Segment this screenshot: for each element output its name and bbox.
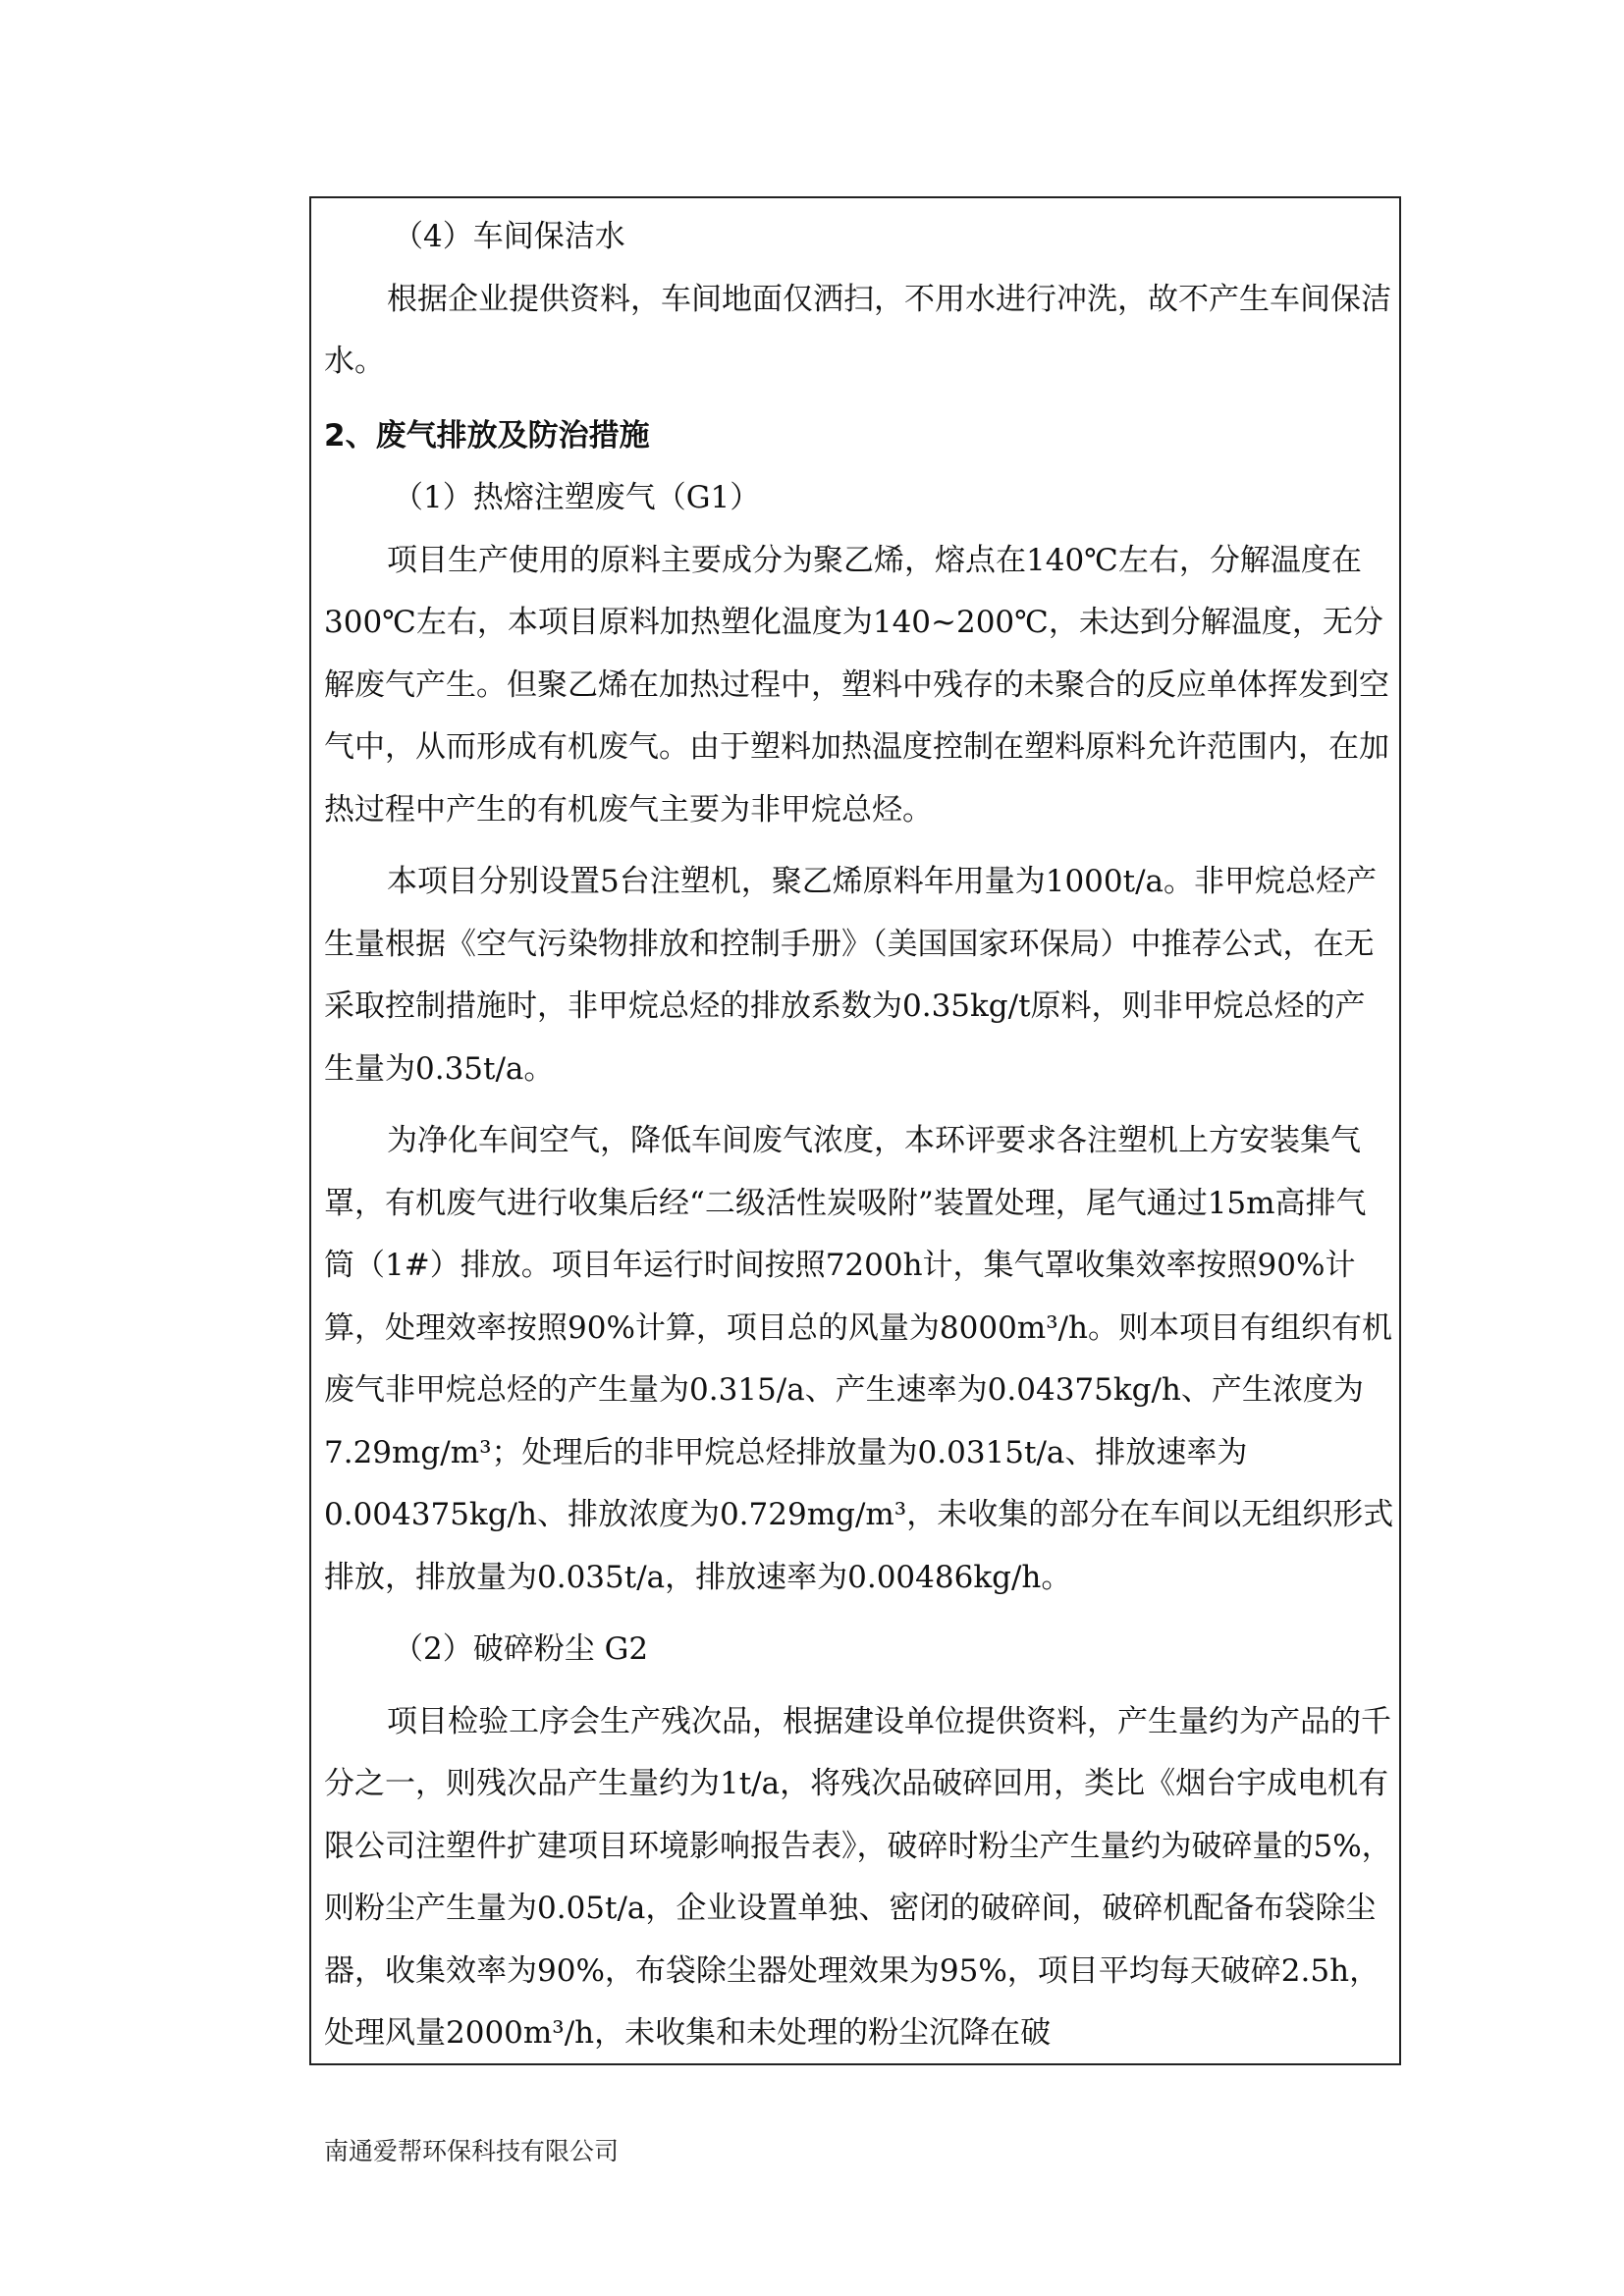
section-heading: 2、废气排放及防治措施 — [324, 417, 650, 454]
paragraph-g2-1: 项目检验工序会生产残次品，根据建设单位提供资料，产生量约为产品的千分之一，则残次品产生量约为1t/a，将残次品破碎回用，类比《烟台宇成电机有限公司注塑件扩建项目环境影响报告表》，破碎时粉尘产生量约为破碎量的5%，则粉尘产生量为0.05t/a，企业设置单独、密闭的破碎间，破碎机配备布袋除尘器，收集效率为90%，布袋除尘器处理效果为95%，项目平均每天破碎2.5h，处理风量2000m³/h，未收集和未处理的粉尘沉降在破 — [324, 1703, 1392, 2051]
paragraph-cleaning-water: 根据企业提供资料，车间地面仅洒扫，不用水进行冲洗，故不产生车间保洁水。 — [324, 281, 1391, 379]
subsection-title-g2: （2）破碎粉尘 G2 — [393, 1631, 649, 1667]
footer-company: 南通爱帮环保科技有限公司 — [324, 2137, 620, 2165]
paragraph-g1-2: 本项目分别设置5台注塑机，聚乙烯原料年用量为1000t/a。非甲烷总烃产生量根据《空气污染物排放和控制手册》（美国国家环保局）中推荐公式，在无采取控制措施时，非甲烷总烃的排放系数为0.35kg/t原料，则非甲烷总烃的产生量为0.35t/a。 — [324, 864, 1377, 1087]
subsection-title-4: （4）车间保洁水 — [393, 219, 625, 254]
paragraph-g1-3: 为净化车间空气，降低车间废气浓度，本环评要求各注塑机上方安装集气罩，有机废气进行收集后经“二级活性炭吸附”装置处理，尾气通过15m高排气筒（1#）排放。项目年运行时间按照7200h计，集气罩收集效率按照90%计算，处理效率按照90%计算，项目总的风量为8000m³/h。则本项目有组织有机废气非甲烷总烃的产生量为0.315/a、产生速率为0.04375kg/h、产生浓度为7.29mg/m³；处理后的非甲烷总烃排放量为0.0315t/a、排放速率为0.004375kg/h、排放浓度为0.729mg/m³，未收集的部分在车间以无组织形式排放，排放量为0.035t/a，排放速率为0.00486kg/h。 — [324, 1123, 1394, 1595]
document-body — [324, 206, 1394, 2065]
subsection-title-g1: （1）热熔注塑废气（G1） — [393, 480, 761, 515]
paragraph-g1-1: 项目生产使用的原料主要成分为聚乙烯，熔点在140℃左右，分解温度在300℃左右，本项目原料加热塑化温度为140~200℃，未达到分解温度，无分解废气产生。但聚乙烯在加热过程中，塑料中残存的未聚合的反应单体挥发到空气中，从而形成有机废气。由于塑料加热温度控制在塑料原料允许范围内，在加热过程中产生的有机废气主要为非甲烷总烃。 — [324, 542, 1389, 828]
